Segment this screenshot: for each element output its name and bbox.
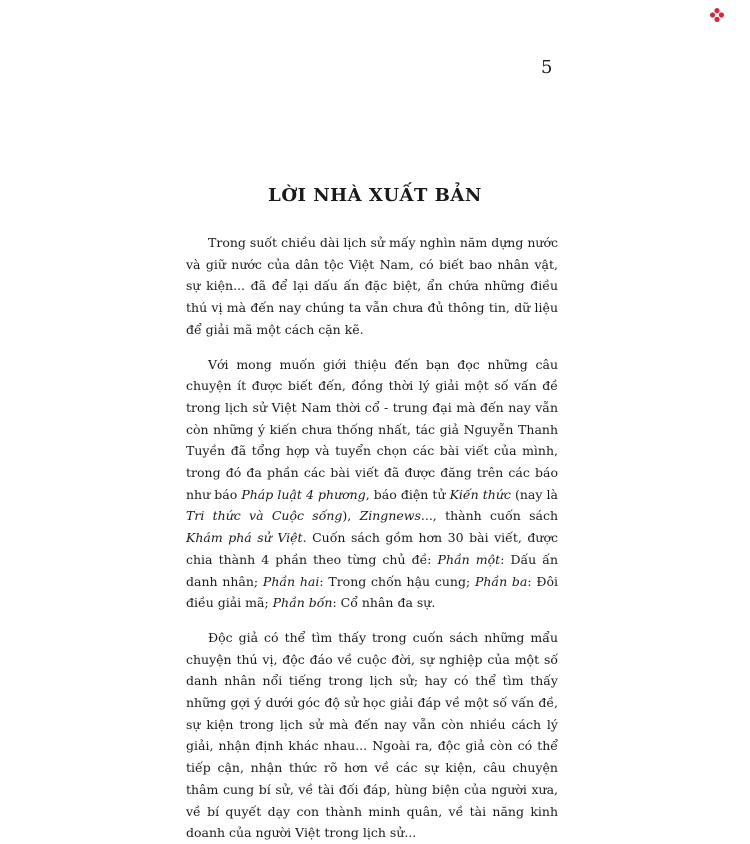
paragraph: Độc giả có thể tìm thấy trong cuốn sách những mẩu chuyện thú vị, độc đáo về cuộc đời, sự nghiệp của một số danh nhân nổi tiếng trong lịch sử; hay có thể tìm thấy những gợi ý dưới góc độ sử học giải đáp về một số vấn đề, sự kiện trong lịch sử mà đến nay vẫn còn nhiều cách lý giải, nhận định khác nhau... Ngoài ra, độc giả còn có thể tiếp cận, nhận thức rõ hơn về các sự kiện, câu chuyện thâm cung bí sử, về tài đối đáp, hùng biện của người xưa, về bí quyết dạy con thành minh quân, về tài năng kinh doanh của người Việt trong lịch sử... <box>186 629 558 841</box>
chapter-title: LỜI NHÀ XUẤT BẢN <box>268 185 482 206</box>
preface-body <box>186 232 558 844</box>
flower-icon <box>709 7 725 23</box>
paragraph: Với mong muốn giới thiệu đến bạn đọc những câu chuyện ít được biết đến, đồng thời lý giải một số vấn đề trong lịch sử Việt Nam thời cổ - trung đại mà đến nay vẫn còn những ý kiến chưa thống nhất, tác giả Nguyễn Thanh Tuyền đã tổng hợp và tuyển chọn các bài viết của mình, trong đó đa phần các bài viết đã được đăng trên các báo như báo Pháp luật 4 phương, báo điện tử Kiến thức (nay là Tri thức và Cuộc sống), Zingnews..., thành cuốn sách Khám phá sử Việt. Cuốn sách gồm hơn 30 bài viết, được chia thành 4 phần theo từng chủ đề: Phần một: Dấu ấn danh nhân; Phần hai: Trong chốn hậu cung; Phần ba: Đôi điều giải mã; Phần bốn: Cổ nhân đa sự. <box>186 356 559 611</box>
paragraph: Trong suốt chiều dài lịch sử mấy nghìn năm dựng nước và giữ nước của dân tộc Việt Nam, có biết bao nhân vật, sự kiện... đã để lại dấu ấn đặc biệt, ẩn chứa những điều thú vị mà đến nay chúng ta vẫn chưa đủ thông tin, dữ liệu để giải mã một cách cặn kẽ. <box>186 235 558 337</box>
page-number: 5 <box>541 57 553 78</box>
